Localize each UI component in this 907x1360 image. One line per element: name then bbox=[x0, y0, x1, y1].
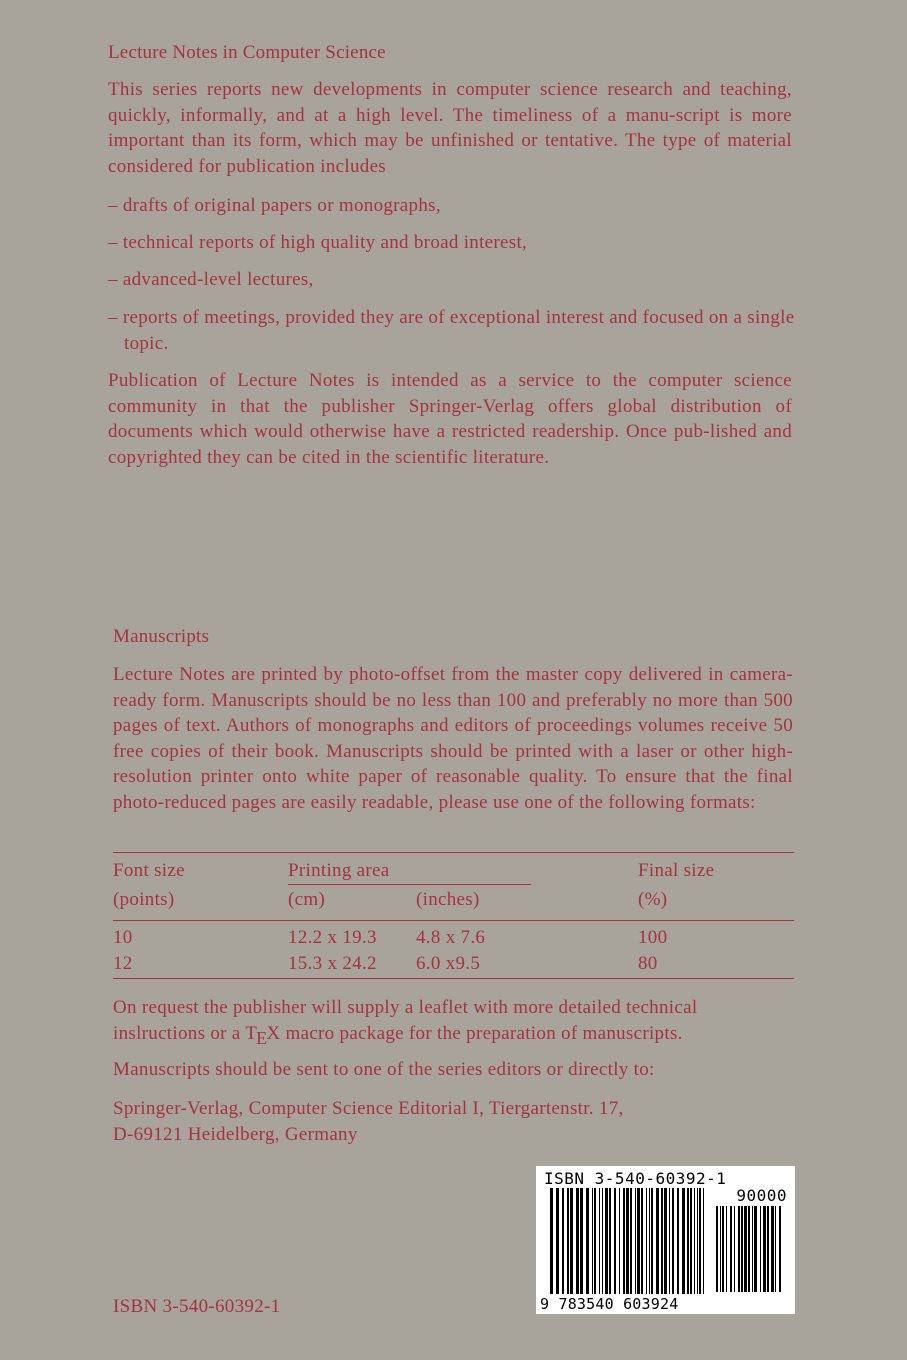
barcode-bar bbox=[677, 1188, 679, 1294]
leaflet-line-2 bbox=[113, 1021, 793, 1047]
barcode-bar bbox=[741, 1206, 743, 1292]
list-item-reports: – technical reports of high quality and broad interest, bbox=[108, 232, 528, 253]
barcode-bar bbox=[656, 1188, 659, 1294]
barcode-bar bbox=[556, 1188, 559, 1294]
barcode-isbn-text: ISBN 3-540-60392-1 bbox=[544, 1169, 727, 1188]
barcode-bar bbox=[771, 1206, 774, 1292]
address-line-2: D-69121 Heidelberg, Germany bbox=[113, 1124, 358, 1145]
barcode-bar bbox=[649, 1188, 650, 1294]
cell-inches: 6.0 x9.5 bbox=[416, 953, 481, 974]
barcode-bar bbox=[567, 1188, 569, 1294]
barcode-bar bbox=[626, 1188, 629, 1294]
footer-isbn: ISBN 3-540-60392-1 bbox=[113, 1296, 281, 1317]
barcode-bar bbox=[726, 1206, 727, 1292]
leaflet-line-1: On request the publisher will supply a leaflet with more detailed technical bbox=[113, 997, 698, 1018]
table-bottom-rule bbox=[113, 978, 794, 979]
address-line-1: Springer-Verlag, Computer Science Editorial I, Tiergartenstr. 17, bbox=[113, 1098, 624, 1119]
barcode-bar bbox=[630, 1188, 632, 1294]
table-top-rule bbox=[113, 852, 794, 853]
barcode-bar bbox=[752, 1206, 753, 1292]
barcode-bar bbox=[716, 1206, 718, 1292]
barcode-bar bbox=[760, 1206, 761, 1292]
series-intro: This series reports new developments in computer science research and teaching, quickly, informally, and at a high level. The timeliness of a manu-script is more important than its form, which may be unfinished or tentative. The type of material considered for publication includes bbox=[108, 79, 792, 177]
header-font-size: Font size bbox=[113, 860, 185, 881]
table-header-rule bbox=[113, 920, 794, 921]
barcode-bar bbox=[562, 1188, 564, 1294]
barcode-bar bbox=[623, 1188, 625, 1294]
barcode-bar bbox=[697, 1188, 698, 1294]
barcode-bar bbox=[599, 1188, 600, 1294]
barcode-bar bbox=[641, 1188, 643, 1294]
ean-barcode-bars bbox=[550, 1188, 708, 1294]
header-percent: (%) bbox=[638, 889, 668, 910]
barcode-bar bbox=[690, 1188, 692, 1294]
cell-final: 80 bbox=[638, 953, 658, 974]
barcode-bar bbox=[570, 1188, 573, 1294]
list-item-lectures: – advanced-level lectures, bbox=[108, 269, 314, 290]
cell-cm: 12.2 x 19.3 bbox=[288, 927, 377, 948]
cell-points: 12 bbox=[113, 953, 133, 974]
header-inches: (inches) bbox=[416, 889, 480, 910]
barcode-bar bbox=[779, 1206, 781, 1292]
leaflet-text-a: inslructions or a T bbox=[113, 1022, 258, 1044]
barcode-bar bbox=[730, 1206, 732, 1292]
barcode-bar bbox=[602, 1188, 603, 1294]
barcode-bar bbox=[734, 1206, 735, 1292]
barcode-bar bbox=[576, 1188, 579, 1294]
leaflet-paragraph bbox=[113, 995, 793, 1046]
barcode-price-code: 90000 bbox=[736, 1186, 787, 1205]
barcode-bar bbox=[586, 1188, 589, 1294]
barcode-bar bbox=[664, 1188, 667, 1294]
send-to-line: Manuscripts should be sent to one of the series editors or directly to: bbox=[113, 1059, 655, 1080]
barcode-bar bbox=[637, 1188, 640, 1294]
barcode-bar bbox=[646, 1188, 647, 1294]
barcode-bar bbox=[744, 1206, 747, 1292]
barcode-bar bbox=[609, 1188, 611, 1294]
isbn-barcode bbox=[536, 1166, 795, 1314]
barcode-ean-number: 9 783540 603924 bbox=[540, 1295, 679, 1313]
barcode-bar bbox=[592, 1188, 593, 1294]
header-final-size: Final size bbox=[638, 860, 715, 881]
cell-cm: 15.3 x 24.2 bbox=[288, 953, 377, 974]
header-points: (points) bbox=[113, 889, 175, 910]
manuscripts-body: Lecture Notes are printed by photo-offset from the master copy delivered in camera-ready form. Manuscripts should be no less than 100 and preferably no more than 500 pages of text. Authors of monographs and editors of proceedings volumes receive 50 free copies of their book. Manuscripts should be printed with a laser or other high-resolution printer onto white paper of reasonable quality. To ensure that the final photo-reduced pages are easily readable, please use one of the following formats: bbox=[113, 664, 793, 813]
barcode-bar bbox=[619, 1188, 620, 1294]
barcode-bar bbox=[763, 1206, 766, 1292]
barcode-bar bbox=[694, 1188, 695, 1294]
barcode-bar bbox=[605, 1188, 608, 1294]
printing-area-rule bbox=[288, 884, 531, 885]
barcode-bar bbox=[722, 1206, 724, 1292]
barcode-bar bbox=[720, 1206, 721, 1292]
cell-inches: 4.8 x 7.6 bbox=[416, 927, 486, 948]
barcode-bar bbox=[754, 1206, 757, 1292]
manuscripts-title: Manuscripts bbox=[113, 626, 210, 647]
cell-final: 100 bbox=[638, 927, 668, 948]
barcode-bar bbox=[635, 1188, 636, 1294]
barcode-bar bbox=[661, 1188, 663, 1294]
tex-logo-e: E bbox=[256, 1027, 268, 1048]
barcode-bar bbox=[672, 1188, 674, 1294]
barcode-bar bbox=[614, 1188, 616, 1294]
barcode-bar bbox=[550, 1188, 553, 1294]
header-cm: (cm) bbox=[288, 889, 326, 910]
barcode-bar bbox=[580, 1188, 583, 1294]
barcode-bar bbox=[682, 1188, 685, 1294]
barcode-bar bbox=[594, 1188, 596, 1294]
header-printing-area: Printing area bbox=[288, 860, 390, 881]
barcode-bar bbox=[699, 1188, 701, 1294]
barcode-bar bbox=[775, 1206, 776, 1292]
barcode-bar bbox=[669, 1188, 670, 1294]
list-item-meetings: – reports of meetings, provided they are of exceptional interest and focused on a single topic. bbox=[108, 307, 795, 354]
cell-points: 10 bbox=[113, 927, 133, 948]
barcode-bar bbox=[748, 1206, 750, 1292]
addon-barcode-bars bbox=[716, 1206, 784, 1292]
list-item-drafts: – drafts of original papers or monographs, bbox=[108, 195, 441, 216]
publication-paragraph: Publication of Lecture Notes is intended as a service to the computer science community in that the publisher Springer-Verlag offers global distribution of documents which would otherwise have a restricted readership. Once pub-lished and copyrighted they can be cited in the scientific literature. bbox=[108, 370, 792, 468]
barcode-bar bbox=[651, 1188, 653, 1294]
barcode-bar bbox=[687, 1188, 689, 1294]
barcode-bar bbox=[767, 1206, 769, 1292]
leaflet-text-b: X macro package for the preparation of manuscripts. bbox=[266, 1022, 683, 1044]
series-title: Lecture Notes in Computer Science bbox=[108, 42, 386, 63]
barcode-bar bbox=[703, 1188, 704, 1294]
publisher-address bbox=[113, 1096, 793, 1148]
barcode-bar bbox=[738, 1206, 740, 1292]
